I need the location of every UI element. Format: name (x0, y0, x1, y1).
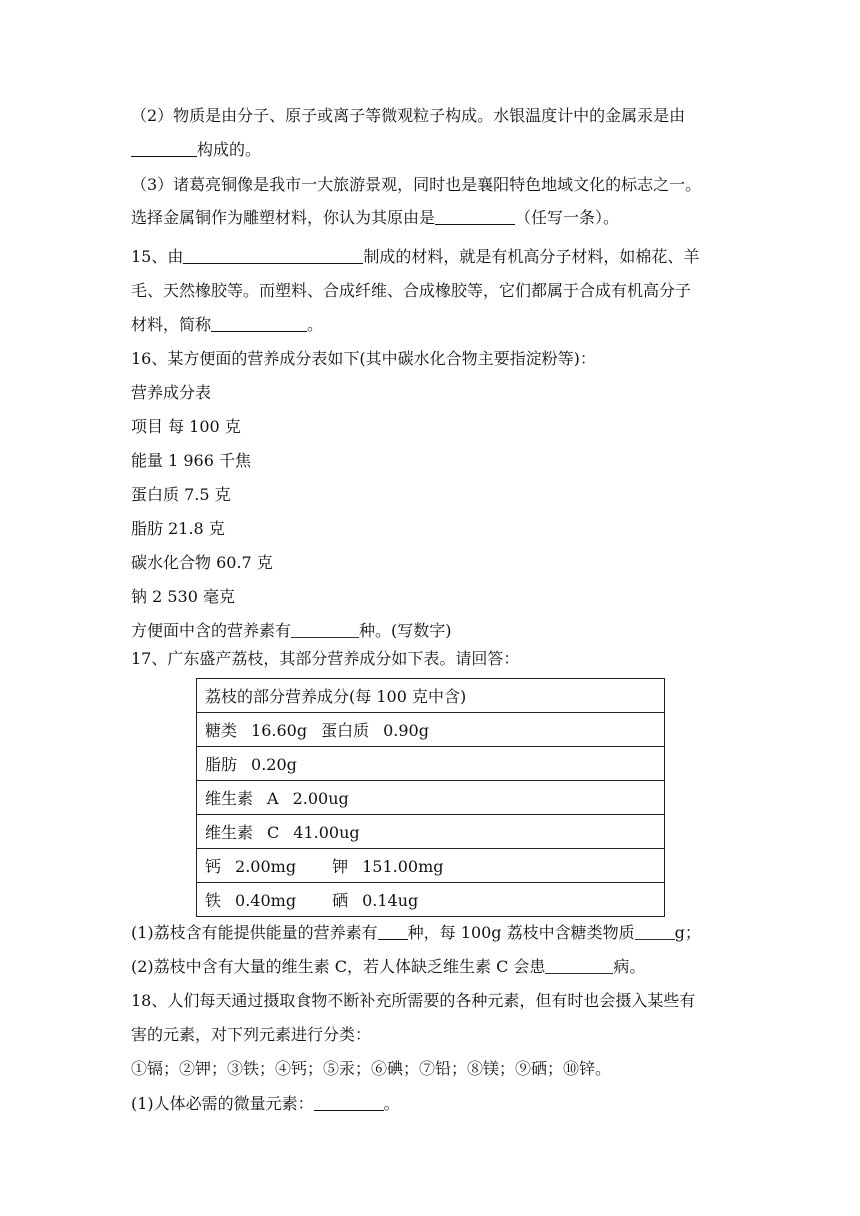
q16-row: 项目 每 100 克 (131, 417, 241, 436)
q18-question-1: (1)人体必需的微量元素： 。 (131, 1094, 400, 1113)
table-row (197, 849, 665, 883)
table-cell: 糖类 16.60g 蛋白质 0.90g (197, 713, 665, 747)
q18-element-list: ①镉；②钾；③铁；④钙；⑤汞；⑥碘；⑦铅；⑧镁；⑨硒；⑩锌。 (131, 1059, 612, 1078)
q14-part2-line2: 构成的。 (131, 140, 760, 160)
answer-blank[interactable] (131, 140, 197, 157)
q18-line2: 害的元素，对下列元素进行分类： (131, 1025, 372, 1044)
answer-blank[interactable] (314, 1094, 384, 1111)
q15-line1: 15、由 制成的材料，就是有机高分子材料，如棉花、羊 (131, 247, 700, 266)
q16-row: 钠 2 530 毫克 (131, 587, 235, 606)
table-row (197, 883, 665, 917)
q14-part2-line1: （2）物质是由分子、原子或离子等微观粒子构成。水银温度计中的金属汞是由 (131, 106, 686, 125)
table-cell: 铁 0.40mg 硒 0.14ug (197, 883, 665, 917)
q16-question: 方便面中含的营养素有 种。(写数字) (131, 621, 452, 640)
q17-question-2: (2)荔枝中含有大量的维生素 C，若人体缺乏维生素 C 会患 病。 (131, 957, 646, 976)
q18-line1: 18、人们每天通过摄取食物不断补充所需要的各种元素，但有时也会摄入某些有 (131, 991, 696, 1010)
table-row (197, 713, 665, 747)
table-cell: 脂肪 0.20g (197, 747, 665, 781)
q16-stem: 16、某方便面的营养成分表如下(其中碳水化合物主要指淀粉等)： (131, 349, 596, 368)
table-cell: 维生素 A 2.00ug (197, 781, 665, 815)
table-title-cell: 荔枝的部分营养成分(每 100 克中含) (197, 679, 665, 713)
q17-question-1: (1)荔枝含有能提供能量的营养素有 种，每 100g 荔枝中含糖类物质 g； (131, 923, 701, 942)
q14-part3-line2: 选择金属铜作为雕塑材料，你认为其原由是 （任写一条）。 (131, 208, 620, 227)
answer-blank[interactable] (211, 315, 307, 332)
answer-blank[interactable] (545, 957, 613, 974)
q16-table-title: 营养成分表 (131, 383, 212, 402)
answer-blank[interactable] (291, 621, 359, 638)
q16-row: 能量 1 966 千焦 (131, 451, 251, 470)
q16-row: 脂肪 21.8 克 (131, 519, 225, 538)
table-cell: 维生素 C 41.00ug (197, 815, 665, 849)
answer-blank[interactable] (378, 923, 408, 940)
q15-line2: 毛、天然橡胶等。而塑料、合成纤维、合成橡胶等，它们都属于合成有机高分子 (131, 281, 692, 300)
q16-row: 蛋白质 7.5 克 (131, 485, 231, 504)
q17-stem: 17、广东盛产荔枝，其部分营养成分如下表。请回答： (131, 649, 520, 668)
table-row (197, 679, 665, 713)
answer-blank[interactable] (635, 923, 675, 940)
q15-line3: 材料，简称 。 (131, 315, 324, 334)
table-cell: 钙 2.00mg 钾 151.00mg (197, 849, 665, 883)
table-row (197, 747, 665, 781)
lychee-nutrition-table (196, 678, 665, 917)
answer-blank[interactable] (183, 247, 363, 264)
q14-part3-line1: （3）诸葛亮铜像是我市一大旅游景观，同时也是襄阳特色地域文化的标志之一。 (131, 175, 702, 194)
answer-blank[interactable] (435, 208, 515, 225)
table-row (197, 781, 665, 815)
table-row (197, 815, 665, 849)
q16-row: 碳水化合物 60.7 克 (131, 553, 273, 572)
